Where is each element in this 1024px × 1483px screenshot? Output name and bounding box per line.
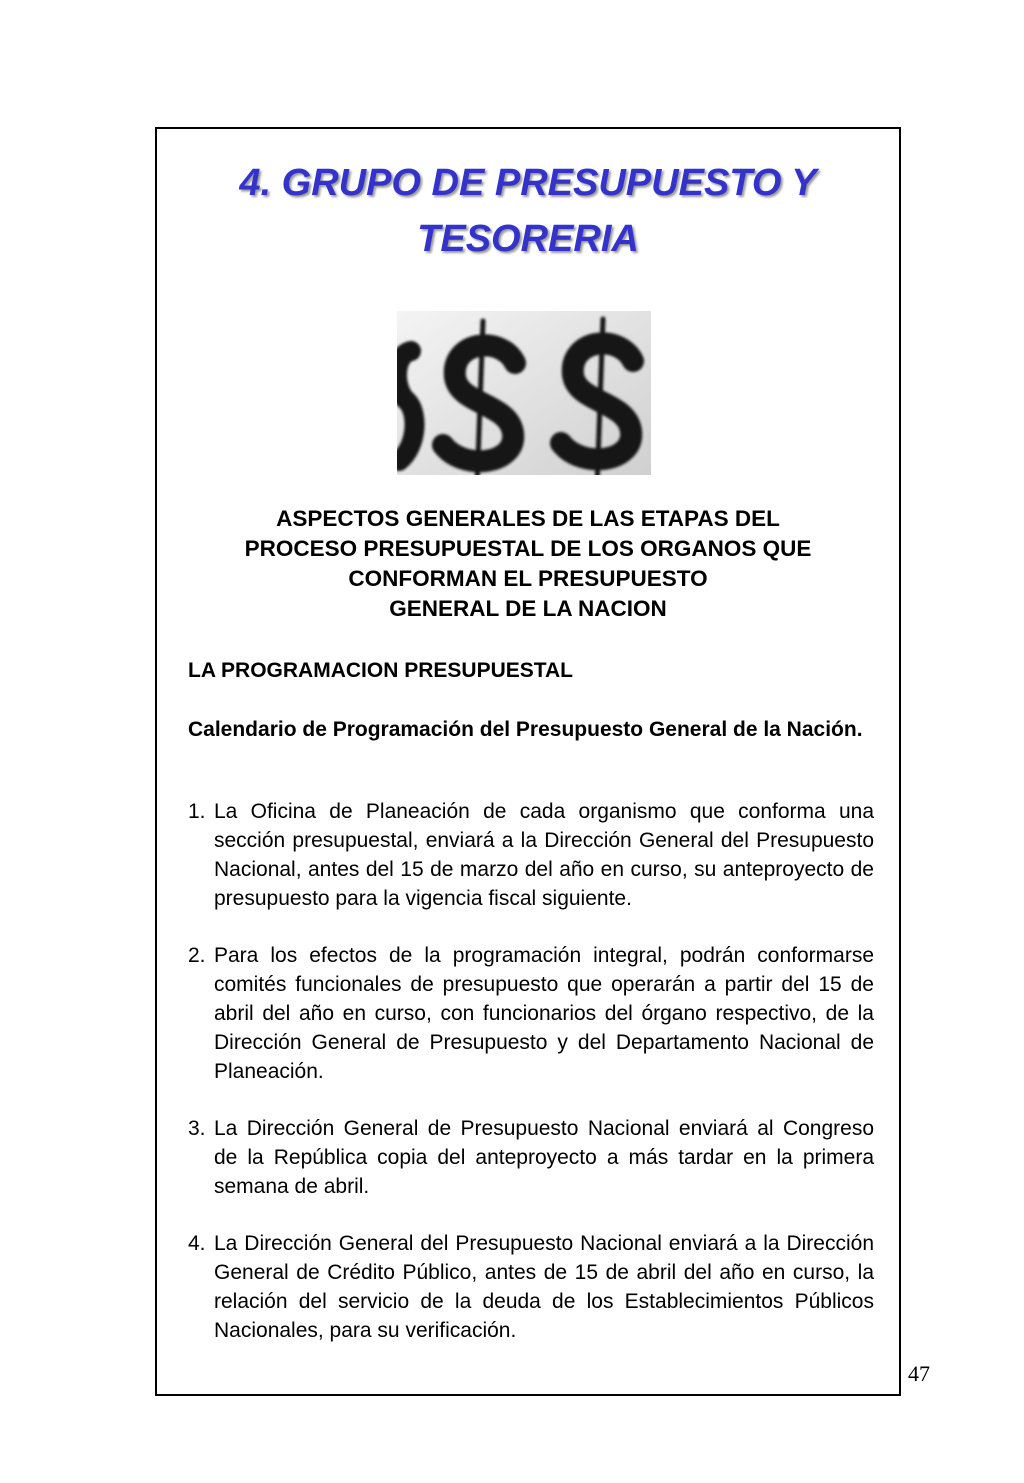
- list-number: 1.: [188, 800, 206, 823]
- list-number: 4.: [188, 1232, 206, 1255]
- dollar-signs-icon: [397, 311, 651, 475]
- heading-line-2: PROCESO PRESUPUESTAL DE LOS ORGANOS QUE: [244, 536, 812, 561]
- page-title-line-1: 4. GRUPO DE PRESUPUESTO Y: [239, 162, 817, 204]
- heading-line-3: CONFORMAN EL PRESUPUESTO: [348, 566, 708, 591]
- list-item-text: La Oficina de Planeación de cada organismo que conforma una sección presupuestal, enviará a la Dirección General del Presupuesto Nacional, antes del 15 de marzo del año en curso, su anteproyecto de presupuesto para la vigencia fiscal siguiente.: [214, 800, 874, 910]
- list-item-4: [188, 1229, 874, 1345]
- list-number: 2.: [188, 944, 206, 967]
- page-frame: [155, 127, 901, 1396]
- heading-line-1: ASPECTOS GENERALES DE LAS ETAPAS DEL: [276, 506, 780, 531]
- programacion-title: LA PROGRAMACION PRESUPUESTAL: [188, 659, 574, 682]
- page-number: 47: [908, 1361, 930, 1386]
- list-item-2: [188, 941, 874, 1086]
- section-heading: [157, 504, 899, 624]
- list-item-1: [188, 797, 874, 913]
- page-title-line-2: TESORERIA: [417, 218, 639, 260]
- calendar-title: Calendario de Programación del Presupuesto General de la Nación.: [188, 718, 863, 741]
- list-item-3: [188, 1114, 874, 1201]
- list-number: 3.: [188, 1117, 206, 1140]
- heading-line-4: GENERAL DE LA NACION: [389, 596, 667, 621]
- list-item-text: La Dirección General del Presupuesto Nacional enviará a la Dirección General de Crédito Público, antes de 15 de abril del año en curso, la relación del servicio de la deuda de los Establecimientos Públicos Nacionales, para su verificación.: [214, 1232, 874, 1342]
- list-item-text: Para los efectos de la programación integral, podrán conformarse comités funcionales de presupuesto que operarán a partir del 15 de abril del año en curso, con funcionarios del órgano respectivo, de la Dirección General de Presupuesto y del Departamento Nacional de Planeación.: [214, 944, 874, 1083]
- dollar-signs-photo: [397, 311, 651, 475]
- numbered-list: [188, 797, 874, 1373]
- list-item-text: La Dirección General de Presupuesto Nacional enviará al Congreso de la República copia del anteproyecto a más tardar en la primera semana de abril.: [214, 1117, 874, 1198]
